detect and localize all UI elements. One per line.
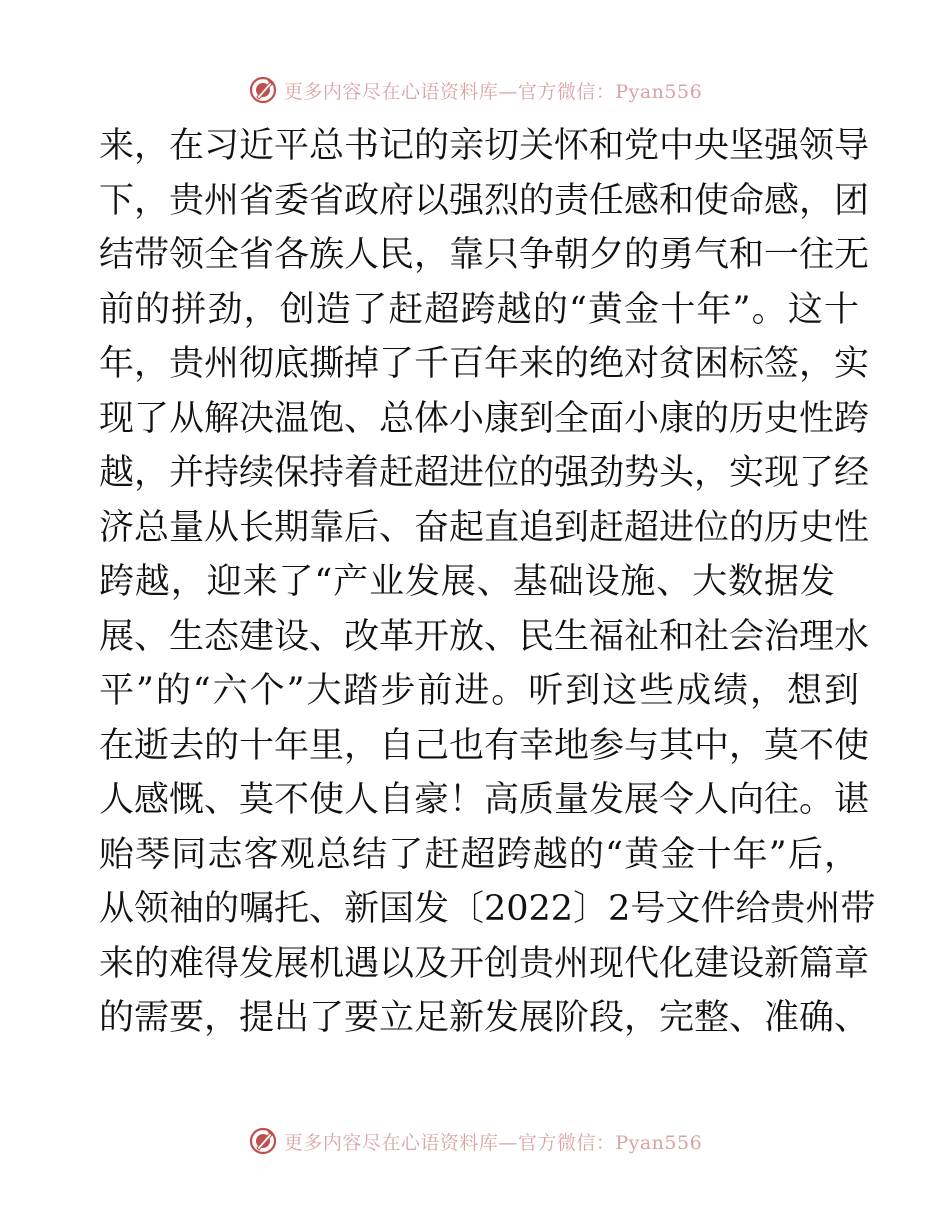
body-line: 平”的“六个”大踏步前进。听到这些成绩，想到 — [99, 671, 859, 711]
body-line: 来的难得发展机遇以及开创贵州现代化建设新篇章 — [99, 943, 870, 984]
body-line: 展、生态建设、改革开放、民生福祉和社会治理水 — [99, 616, 870, 657]
pen-seal-logo-icon — [248, 75, 278, 105]
document-body — [99, 119, 876, 1046]
watermark-header — [0, 70, 950, 110]
body-line: 越，并持续保持着赶超进位的强劲势头，实现了经 — [99, 453, 870, 493]
watermark-text: 更多内容尽在心语资料库—官方微信：Pyan556 — [283, 80, 703, 103]
body-line: 人感慨、莫不使人自豪！高质量发展令人向往。谌 — [99, 780, 870, 820]
body-line: 下，贵州省委省政府以强烈的责任感和使命感，团 — [99, 180, 870, 221]
body-line: 现了从解决温饱、总体小康到全面小康的历史性跨 — [99, 398, 870, 439]
pen-seal-logo-icon — [248, 1126, 278, 1156]
body-line: 济总量从长期靠后、奋起直追到赶超进位的历史性 — [99, 507, 870, 548]
watermark-footer — [0, 1121, 950, 1161]
body-line: 跨越，迎来了“产业发展、基础设施、大数据发 — [99, 562, 836, 602]
watermark-text: 更多内容尽在心语资料库—官方微信：Pyan556 — [283, 1131, 703, 1154]
body-line: 在逝去的十年里，自己也有幸地参与其中，莫不使 — [99, 725, 870, 766]
body-line: 结带领全省各族人民，靠只争朝夕的勇气和一往无 — [99, 235, 870, 275]
body-line: 贻琴同志客观总结了赶超跨越的“黄金十年”后， — [99, 834, 859, 875]
body-line: 年，贵州彻底撕掉了千百年来的绝对贫困标签，实 — [99, 344, 870, 384]
body-line: 的需要，提出了要立足新发展阶段，完整、准确、 — [99, 998, 870, 1038]
body-line: 前的拼劲，创造了赶超跨越的“黄金十年”。这十 — [99, 289, 859, 330]
body-line: 从领袖的嘱托、新国发〔2022〕2号文件给贵州带 — [99, 889, 876, 929]
body-line: 来，在习近平总书记的亲切关怀和党中央坚强领导 — [99, 126, 870, 166]
